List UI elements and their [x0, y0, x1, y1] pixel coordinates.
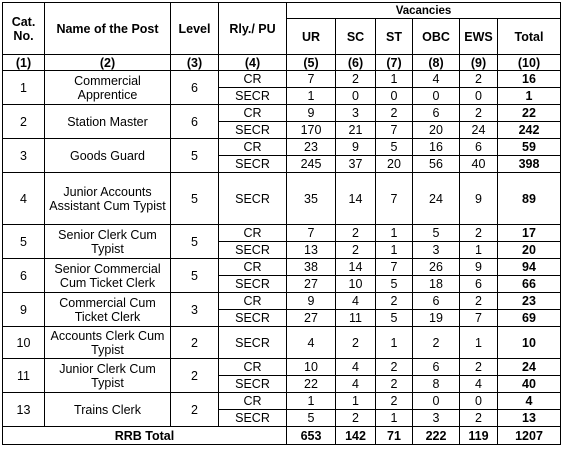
column-number: (8) — [413, 55, 460, 71]
table-row — [3, 259, 561, 276]
level-cell: 5 — [171, 173, 219, 225]
cat-no-cell: 4 — [3, 173, 45, 225]
cat-no-cell: 10 — [3, 327, 45, 359]
total-cell: 22 — [498, 105, 561, 122]
rly-cell: SECR — [219, 173, 287, 225]
level-cell: 3 — [171, 293, 219, 327]
header-sc: SC — [336, 19, 376, 55]
total-cell: 66 — [498, 276, 561, 293]
cat-no-cell: 13 — [3, 393, 45, 427]
obc-cell: 18 — [413, 276, 460, 293]
column-number-row — [3, 55, 561, 71]
ur-cell: 23 — [287, 139, 336, 156]
table-row — [3, 105, 561, 122]
rly-cell: CR — [219, 105, 287, 122]
rly-cell: SECR — [219, 327, 287, 359]
total-st: 71 — [376, 427, 413, 445]
rly-cell: CR — [219, 225, 287, 242]
total-sc: 142 — [336, 427, 376, 445]
total-label: RRB Total — [3, 427, 287, 445]
level-cell: 2 — [171, 359, 219, 393]
st-cell: 1 — [376, 410, 413, 427]
level-cell: 2 — [171, 327, 219, 359]
ews-cell: 2 — [460, 105, 498, 122]
rly-cell: CR — [219, 139, 287, 156]
total-cell: 69 — [498, 310, 561, 327]
ews-cell: 9 — [460, 259, 498, 276]
column-number: (10) — [498, 55, 561, 71]
obc-cell: 3 — [413, 242, 460, 259]
sc-cell: 4 — [336, 359, 376, 376]
table-row — [3, 359, 561, 376]
total-ur: 653 — [287, 427, 336, 445]
level-cell: 5 — [171, 225, 219, 259]
rly-cell: SECR — [219, 88, 287, 105]
sc-cell: 4 — [336, 376, 376, 393]
total-row — [3, 427, 561, 445]
cat-no-cell: 5 — [3, 225, 45, 259]
ews-cell: 6 — [460, 276, 498, 293]
sc-cell: 1 — [336, 393, 376, 410]
total-cell: 17 — [498, 225, 561, 242]
level-cell: 2 — [171, 393, 219, 427]
sc-cell: 37 — [336, 156, 376, 173]
level-cell: 6 — [171, 71, 219, 105]
obc-cell: 3 — [413, 410, 460, 427]
column-number: (6) — [336, 55, 376, 71]
table-row — [3, 173, 561, 225]
rly-cell: SECR — [219, 156, 287, 173]
post-name-cell: Station Master — [45, 105, 171, 139]
obc-cell: 4 — [413, 71, 460, 88]
cat-no-cell: 9 — [3, 293, 45, 327]
ur-cell: 245 — [287, 156, 336, 173]
obc-cell: 8 — [413, 376, 460, 393]
post-name-cell: Accounts Clerk Cum Typist — [45, 327, 171, 359]
st-cell: 0 — [376, 88, 413, 105]
rly-cell: CR — [219, 359, 287, 376]
level-cell: 6 — [171, 105, 219, 139]
header-level: Level — [171, 3, 219, 55]
ews-cell: 1 — [460, 242, 498, 259]
header-obc: OBC — [413, 19, 460, 55]
sc-cell: 9 — [336, 139, 376, 156]
ur-cell: 13 — [287, 242, 336, 259]
post-name-cell: Commercial Cum Ticket Clerk — [45, 293, 171, 327]
ur-cell: 1 — [287, 88, 336, 105]
vacancy-table — [2, 2, 561, 445]
sc-cell: 10 — [336, 276, 376, 293]
rly-cell: CR — [219, 71, 287, 88]
ews-cell: 1 — [460, 327, 498, 359]
header-post-name: Name of the Post — [45, 3, 171, 55]
st-cell: 20 — [376, 156, 413, 173]
header-ews: EWS — [460, 19, 498, 55]
obc-cell: 16 — [413, 139, 460, 156]
st-cell: 2 — [376, 293, 413, 310]
st-cell: 7 — [376, 259, 413, 276]
total-cell: 1 — [498, 88, 561, 105]
table-body — [3, 71, 561, 427]
table-row — [3, 139, 561, 156]
st-cell: 2 — [376, 105, 413, 122]
column-number: (1) — [3, 55, 45, 71]
obc-cell: 24 — [413, 173, 460, 225]
obc-cell: 5 — [413, 225, 460, 242]
ews-cell: 2 — [460, 225, 498, 242]
table-row — [3, 71, 561, 88]
sc-cell: 21 — [336, 122, 376, 139]
rly-cell: CR — [219, 293, 287, 310]
cat-no-cell: 3 — [3, 139, 45, 173]
post-name-cell: Senior Clerk Cum Typist — [45, 225, 171, 259]
ur-cell: 27 — [287, 276, 336, 293]
ews-cell: 0 — [460, 88, 498, 105]
obc-cell: 6 — [413, 359, 460, 376]
ews-cell: 40 — [460, 156, 498, 173]
st-cell: 1 — [376, 242, 413, 259]
obc-cell: 20 — [413, 122, 460, 139]
total-cell: 242 — [498, 122, 561, 139]
sc-cell: 2 — [336, 242, 376, 259]
ews-cell: 2 — [460, 410, 498, 427]
cat-no-cell: 1 — [3, 71, 45, 105]
column-number: (5) — [287, 55, 336, 71]
post-name-cell: Commercial Apprentice — [45, 71, 171, 105]
header-st: ST — [376, 19, 413, 55]
total-cell: 398 — [498, 156, 561, 173]
post-name-cell: Junior Accounts Assistant Cum Typist — [45, 173, 171, 225]
st-cell: 5 — [376, 310, 413, 327]
ur-cell: 7 — [287, 225, 336, 242]
ur-cell: 170 — [287, 122, 336, 139]
obc-cell: 6 — [413, 293, 460, 310]
post-name-cell: Junior Clerk Cum Typist — [45, 359, 171, 393]
ur-cell: 9 — [287, 293, 336, 310]
total-grand: 1207 — [498, 427, 561, 445]
header-cat-no: Cat. No. — [3, 3, 45, 55]
rly-cell: SECR — [219, 242, 287, 259]
total-obc: 222 — [413, 427, 460, 445]
ur-cell: 9 — [287, 105, 336, 122]
ews-cell: 2 — [460, 359, 498, 376]
table-row — [3, 327, 561, 359]
rly-cell: SECR — [219, 310, 287, 327]
post-name-cell: Goods Guard — [45, 139, 171, 173]
obc-cell: 0 — [413, 88, 460, 105]
sc-cell: 2 — [336, 410, 376, 427]
st-cell: 2 — [376, 393, 413, 410]
cat-no-cell: 11 — [3, 359, 45, 393]
sc-cell: 3 — [336, 105, 376, 122]
obc-cell: 56 — [413, 156, 460, 173]
rly-cell: CR — [219, 393, 287, 410]
sc-cell: 2 — [336, 225, 376, 242]
ews-cell: 0 — [460, 393, 498, 410]
header-total: Total — [498, 19, 561, 55]
rly-cell: SECR — [219, 376, 287, 393]
st-cell: 7 — [376, 173, 413, 225]
ews-cell: 7 — [460, 310, 498, 327]
ur-cell: 38 — [287, 259, 336, 276]
cat-no-cell: 2 — [3, 105, 45, 139]
cat-no-cell: 6 — [3, 259, 45, 293]
column-number: (9) — [460, 55, 498, 71]
ur-cell: 4 — [287, 327, 336, 359]
ur-cell: 35 — [287, 173, 336, 225]
sc-cell: 14 — [336, 173, 376, 225]
header-rly-pu: Rly./ PU — [219, 3, 287, 55]
st-cell: 2 — [376, 376, 413, 393]
level-cell: 5 — [171, 139, 219, 173]
column-number: (2) — [45, 55, 171, 71]
st-cell: 1 — [376, 71, 413, 88]
obc-cell: 2 — [413, 327, 460, 359]
table-row — [3, 225, 561, 242]
total-cell: 24 — [498, 359, 561, 376]
column-number: (4) — [219, 55, 287, 71]
ews-cell: 2 — [460, 293, 498, 310]
rly-cell: SECR — [219, 276, 287, 293]
total-cell: 10 — [498, 327, 561, 359]
ur-cell: 10 — [287, 359, 336, 376]
total-cell: 4 — [498, 393, 561, 410]
header-ur: UR — [287, 19, 336, 55]
total-cell: 16 — [498, 71, 561, 88]
st-cell: 2 — [376, 359, 413, 376]
column-number: (3) — [171, 55, 219, 71]
total-cell: 94 — [498, 259, 561, 276]
total-cell: 89 — [498, 173, 561, 225]
obc-cell: 19 — [413, 310, 460, 327]
ur-cell: 1 — [287, 393, 336, 410]
ur-cell: 22 — [287, 376, 336, 393]
rly-cell: SECR — [219, 122, 287, 139]
st-cell: 1 — [376, 225, 413, 242]
ur-cell: 27 — [287, 310, 336, 327]
sc-cell: 0 — [336, 88, 376, 105]
ur-cell: 7 — [287, 71, 336, 88]
ews-cell: 9 — [460, 173, 498, 225]
sc-cell: 2 — [336, 327, 376, 359]
rly-cell: CR — [219, 259, 287, 276]
table-row — [3, 393, 561, 410]
ews-cell: 24 — [460, 122, 498, 139]
ur-cell: 5 — [287, 410, 336, 427]
table-row — [3, 293, 561, 310]
total-cell: 59 — [498, 139, 561, 156]
total-cell: 23 — [498, 293, 561, 310]
post-name-cell: Trains Clerk — [45, 393, 171, 427]
obc-cell: 6 — [413, 105, 460, 122]
total-ews: 119 — [460, 427, 498, 445]
sc-cell: 14 — [336, 259, 376, 276]
ews-cell: 2 — [460, 71, 498, 88]
rly-cell: SECR — [219, 410, 287, 427]
column-number: (7) — [376, 55, 413, 71]
level-cell: 5 — [171, 259, 219, 293]
header-vacancies: Vacancies — [287, 3, 561, 19]
post-name-cell: Senior Commercial Cum Ticket Clerk — [45, 259, 171, 293]
sc-cell: 4 — [336, 293, 376, 310]
ews-cell: 4 — [460, 376, 498, 393]
st-cell: 5 — [376, 139, 413, 156]
st-cell: 5 — [376, 276, 413, 293]
sc-cell: 11 — [336, 310, 376, 327]
sc-cell: 2 — [336, 71, 376, 88]
total-cell: 40 — [498, 376, 561, 393]
obc-cell: 26 — [413, 259, 460, 276]
st-cell: 1 — [376, 327, 413, 359]
ews-cell: 6 — [460, 139, 498, 156]
st-cell: 7 — [376, 122, 413, 139]
total-cell: 13 — [498, 410, 561, 427]
obc-cell: 0 — [413, 393, 460, 410]
total-cell: 20 — [498, 242, 561, 259]
